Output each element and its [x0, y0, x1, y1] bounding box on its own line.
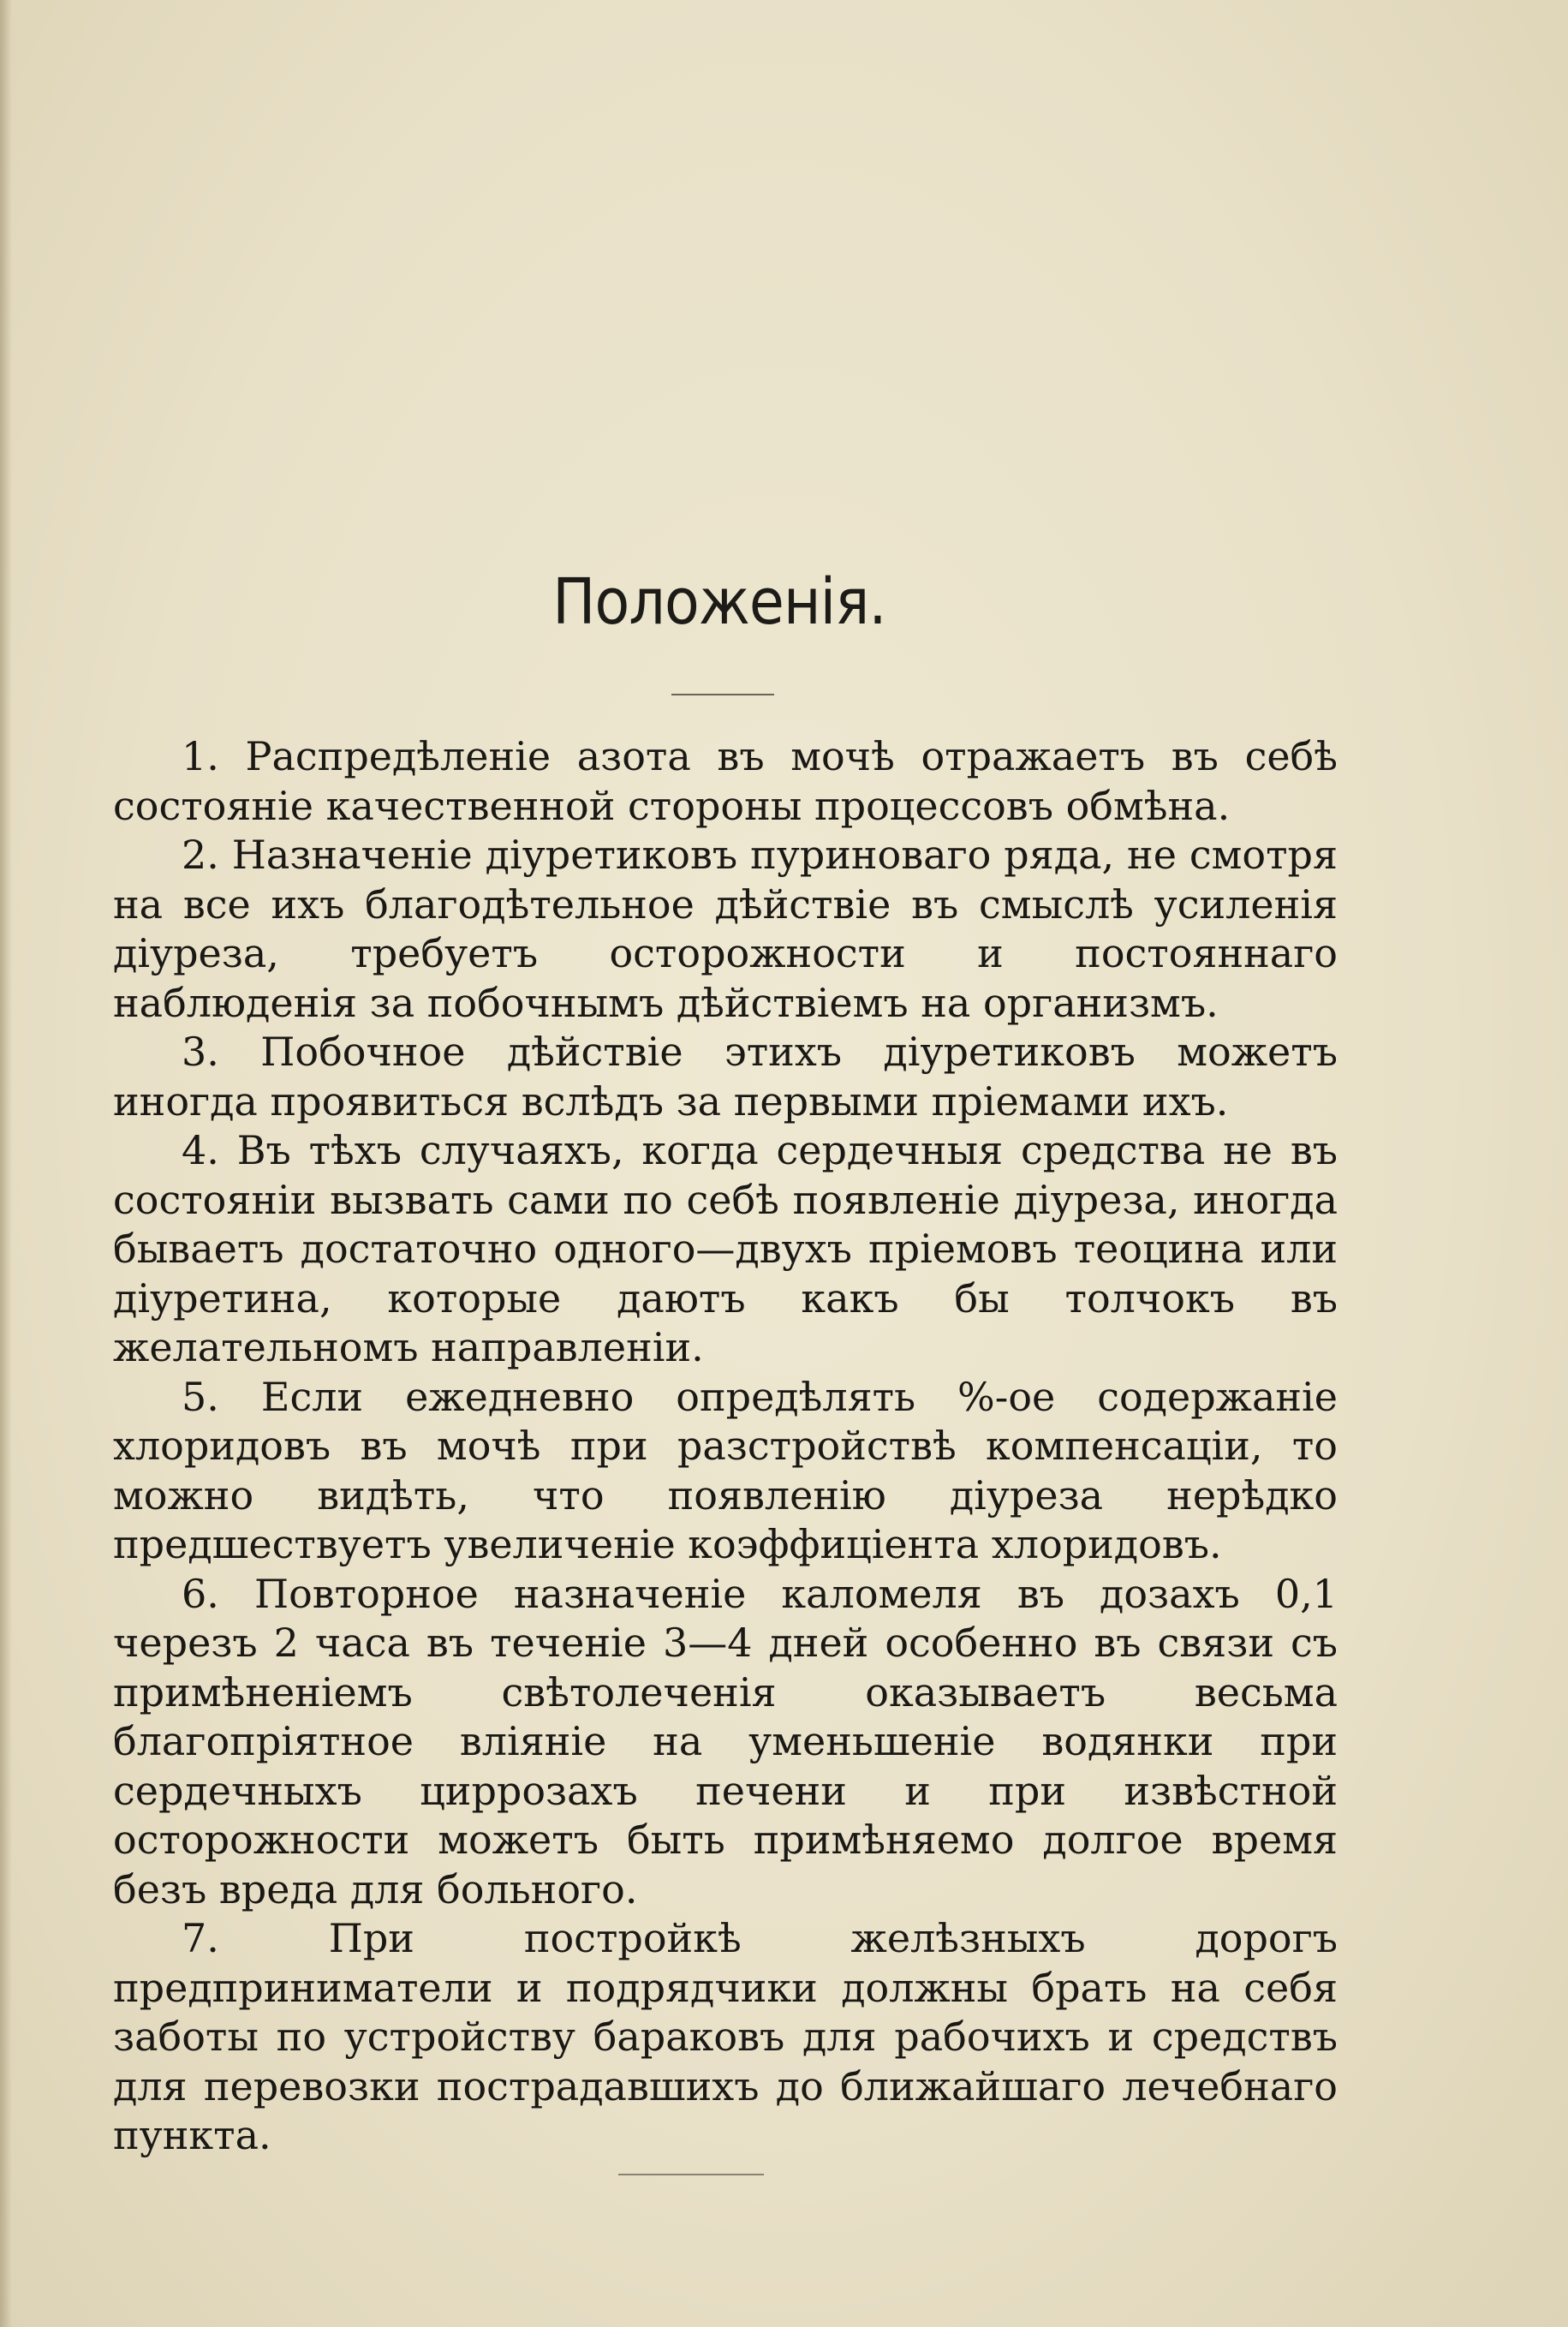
proposition-7: 7. При постройкѣ желѣзныхъ дорогъ предприниматели и подрядчики должны брать на себя заботы по устройству бараковъ для рабочихъ и средствъ для перевозки пострадавшихъ до ближайшаго лечебнаго пункта. [113, 1915, 1338, 2158]
propositions-list [113, 732, 1338, 2161]
page-title: Положенія. [552, 565, 886, 639]
proposition-5: 5. Если ежедневно опредѣлять %-ое содержаніе хлоридовъ въ мочѣ при разстройствѣ компенсаціи, то можно видѣть, что появленію діуреза нерѣдко предшествуетъ увеличеніе коэффиціента хлоридовъ. [113, 1373, 1338, 1567]
proposition-3: 3. Побочное дѣйствіе этихъ діуретиковъ можетъ иногда проявиться вслѣдъ за первыми пріемами ихъ. [113, 1029, 1338, 1125]
page-edge-shadow [0, 0, 12, 2327]
title-divider [671, 694, 774, 695]
bottom-divider [618, 2174, 764, 2175]
proposition-4: 4. Въ тѣхъ случаяхъ, когда сердечныя средства не въ состояніи вызвать сами по себѣ появленіе діуреза, иногда бываетъ достаточно одного—двухъ пріемовъ теоцина или діуретина, которые даютъ какъ бы толчокъ въ желательномъ направленіи. [113, 1127, 1338, 1370]
proposition-1: 1. Распредѣленіе азота въ мочѣ отражаетъ въ себѣ состояніе качественной стороны процессовъ обмѣна. [113, 733, 1338, 829]
proposition-6: 6. Повторное назначеніе каломеля въ дозахъ 0,1 черезъ 2 часа въ теченіе 3—4 дней особенно въ связи съ примѣненіемъ свѣтолеченія оказываетъ весьма благопріятное вліяніе на уменьшеніе водянки при сердечныхъ циррозахъ печени и при извѣстной осторожности можетъ быть примѣняемо долгое время безъ вреда для больного. [113, 1570, 1338, 1912]
proposition-2: 2. Назначеніе діуретиковъ пуриноваго ряда, не смотря на все ихъ благодѣтельное дѣйствіе въ смыслѣ усиленія діуреза, требуетъ осторожности и постояннаго наблюденія за побочнымъ дѣйствіемъ на организмъ. [113, 832, 1338, 1026]
